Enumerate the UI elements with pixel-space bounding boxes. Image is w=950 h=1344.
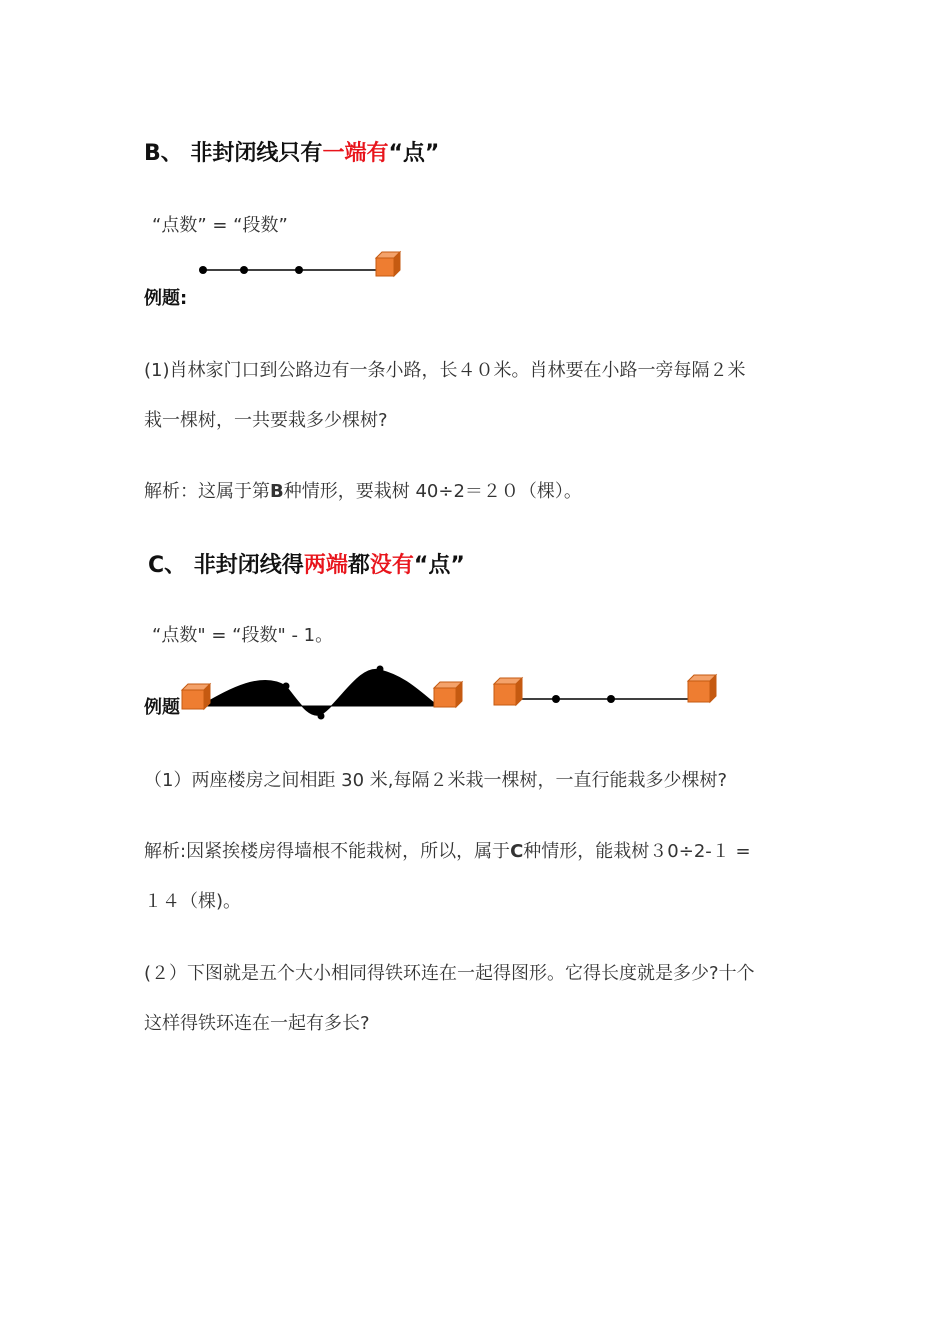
heading-suffix: “点”: [413, 553, 465, 578]
heading-mid: 都: [347, 553, 370, 578]
analysis-prefix: 解析:因紧挨楼房得墙根不能栽树，所以，属于: [144, 841, 511, 862]
heading-highlight-2: 没有: [369, 553, 414, 578]
section-c-question-1: （1）两座楼房之间相距 30 米,每隔２米栽一棵树，一直行能栽多少棵树?: [144, 770, 728, 791]
heading-highlight: 一端有: [322, 141, 389, 166]
tree-dot: [377, 666, 384, 673]
heading-suffix: “点”: [388, 141, 440, 166]
diagram-b: [195, 248, 415, 288]
diagram-c-wave: [180, 664, 470, 724]
box-icon: [494, 678, 522, 705]
analysis-suffix: 种情形，能栽树３0÷2-１ =: [523, 841, 751, 862]
section-b-example-label: 例题:: [144, 288, 188, 309]
tree-dot: [318, 713, 325, 720]
diagram-c-line: [492, 672, 732, 712]
tree-dot: [240, 266, 248, 274]
section-b-question-1-line-2: 栽一棵树，一共要栽多少棵树?: [144, 410, 388, 431]
section-c-formula: “点数" = “段数" - 1。: [152, 625, 334, 646]
section-b-formula: “点数” = “段数”: [152, 215, 288, 236]
tree-dot: [295, 266, 303, 274]
section-b-analysis: [144, 477, 582, 503]
heading-prefix: C、 非封闭线得: [148, 553, 304, 578]
heading-prefix: B、 非封闭线只有: [144, 141, 323, 166]
analysis-case-letter: B: [270, 481, 284, 502]
section-c-question-2-line-2: 这样得铁环连在一起有多长?: [144, 1013, 370, 1034]
box-icon: [434, 682, 462, 707]
box-icon: [688, 675, 716, 702]
section-c-heading: [148, 548, 465, 579]
section-b-heading: [144, 136, 439, 167]
analysis-prefix: 解析：这属于第: [144, 481, 270, 502]
section-c-example-label: 例题: [144, 697, 180, 718]
box-icon: [376, 252, 400, 276]
section-c-question-2-line-1: (２）下图就是五个大小相同得铁环连在一起得图形。它得长度就是多少?十个: [144, 963, 755, 984]
tree-dot: [283, 683, 290, 690]
tree-dot: [199, 266, 207, 274]
analysis-case-letter: C: [510, 841, 524, 862]
box-icon: [182, 684, 210, 709]
section-c-analysis-line-2: １４（棵)。: [144, 891, 242, 912]
tree-dot: [607, 695, 615, 703]
section-c-analysis-line-1: [144, 837, 751, 863]
tree-dot: [552, 695, 560, 703]
heading-highlight-1: 两端: [303, 553, 348, 578]
analysis-suffix: 种情形，要栽树 40÷2＝２０（棵）。: [283, 481, 582, 502]
section-b-question-1-line-1: (1)肖林家门口到公路边有一条小路，长４０米。肖林要在小路一旁每隔２米: [144, 360, 746, 381]
